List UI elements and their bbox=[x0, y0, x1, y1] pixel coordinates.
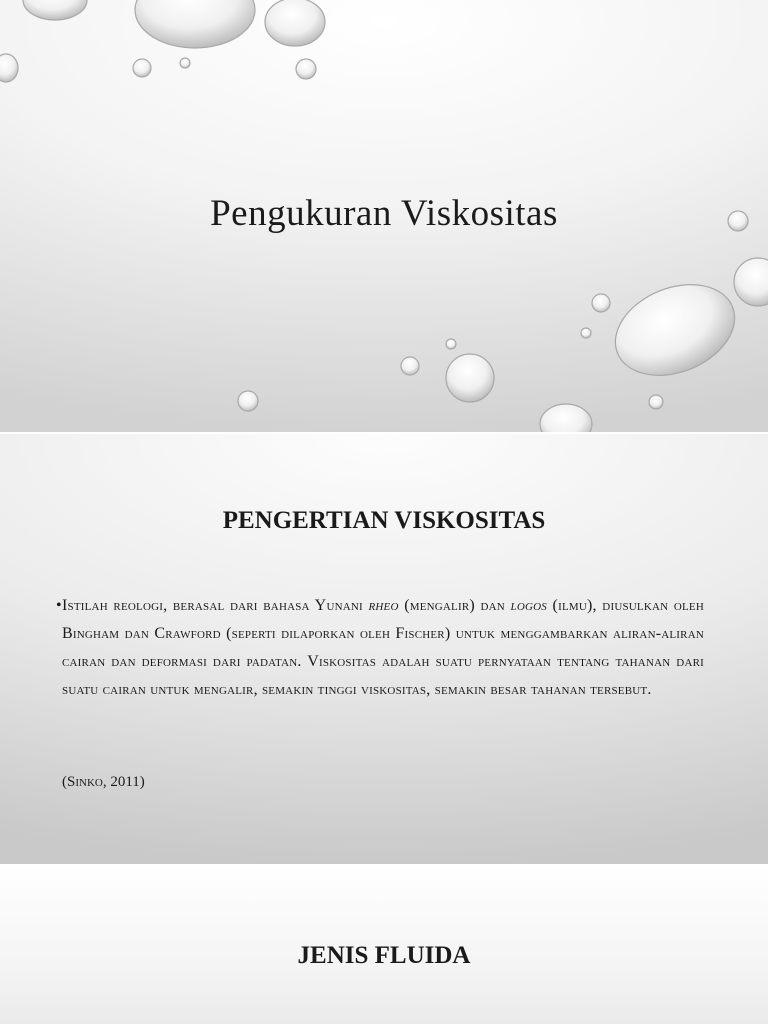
bullet-text-part2: (mengalir) dan bbox=[398, 597, 511, 614]
slide-heading: JENIS FLUIDA bbox=[297, 942, 471, 969]
slide-jenis-fluida bbox=[0, 864, 768, 1024]
slide-title bbox=[0, 0, 768, 432]
bullet-paragraph bbox=[56, 592, 704, 704]
slide-heading: PENGERTIAN VISKOSITAS bbox=[222, 507, 546, 534]
bullet-text-part3: (ilmu), diusulkan oleh Bingham dan Crawford (seperti dilaporkan oleh Fischer) untuk menggambarkan aliran-aliran cairan dan deformasi dari padatan. Viskositas adalah suatu pernyataan tentang tahanan dari suatu cairan untuk mengalir, semakin tinggi viskositas, semakin besar tahanan tersebut. bbox=[62, 597, 704, 698]
citation: (Sinko, 2011) bbox=[62, 774, 145, 790]
bullet-text-part1: Istilah reologi, berasal dari bahasa Yunani bbox=[62, 597, 369, 614]
bullet-marker: • bbox=[56, 597, 62, 614]
slide-pengertian bbox=[0, 434, 768, 864]
bullet-term-logos: logos bbox=[510, 597, 547, 614]
bullet-term-rheo: rheo bbox=[368, 597, 399, 614]
slide-title-heading: Pengukuran Viskositas bbox=[210, 193, 558, 234]
